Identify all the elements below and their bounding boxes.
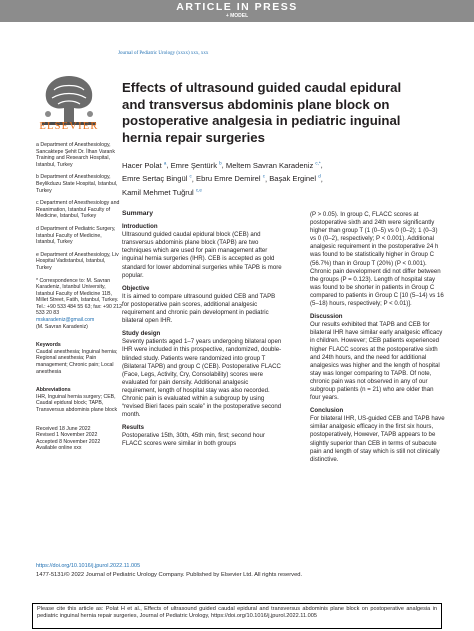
affiliation-a: a Department of Anesthesiology, Sancaktepe Şehit Dr. İlhan Varank Training and Research Hospital, Istanbul, Turkey (36, 142, 115, 168)
abbreviations-heading: Abbreviations (36, 387, 71, 394)
affiliation-d: d Department of Pediatric Surgery, Istanbul Faculty of Medicine, Istanbul, Turkey (36, 225, 116, 246)
citation-box: Please cite this article as: Polat H et al., Effects of ultrasound guided caudal epidural and transversus abdominis plane block on postoperative analgesia in pediatric inguinal hernia repair surgeries, Journal of Pediatric Urology, https://doi.org/10.1016/j.jpurol.2022.11.005 (32, 603, 442, 629)
keywords-heading: Keywords (36, 342, 61, 349)
study-design-heading: Study design (122, 330, 161, 338)
discussion-text: Our results exhibited that TAPB and CEB for bilateral IHR have similar early analgesic efficacy in children. However; CEB patients experienced higher FLACC scores at the postoperative sixth and 24th hours, and the need for additional analgesics was higher and the length of hospital stay was longer comparing to TAPB. Of note, chronic pain was not observed in any of our subgroup patients (n = 21) who are older than four years. (310, 321, 443, 402)
author[interactable]: Başak Erginel $^d$ (269, 173, 321, 184)
online-date: Available online xxx (36, 445, 82, 452)
elsevier-tree-logo (34, 70, 104, 126)
introduction-text: Ultrasound guided caudal epidural block (CEB) and transversus abdominis plane block (TAPB) are two techniques which are used for pain management after inguinal hernia surgeries (IHR). CEB is accepted as gold standard for lower abdominal surgeries while TAPB is more popular. (122, 231, 282, 279)
results-text: Postoperative 15th, 30th, 45th min, first; second hour FLACC scores were similar in both groups (122, 432, 265, 448)
summary-column-left (122, 210, 282, 449)
journal-citation-line[interactable]: Journal of Pediatric Urology (xxxx) xxx, xxx (118, 51, 209, 56)
affiliation-sidebar (36, 142, 122, 452)
affiliation-e: e Department of Anesthesiology, Liv Hospital Vadistanbul, Istanbul, Turkey (36, 251, 119, 271)
email-owner: (M. Savran Karadeniz) (36, 323, 88, 330)
keywords: Caudal anesthesia; Inguinal hernia; Regional anesthesia; Pain management; Chronic pain; Local anesthesia (36, 348, 118, 375)
results-continued: (P > 0.05). In group C, FLACC scores at postoperative sixth and 24th were significantly higher than group T (1 (0–5) vs 0 (0–2); 1 (0–3) vs 0 (0–2), respectively; P < 0.001). Additional analgesic requirement in the postoperative 24 h was found to be statistically higher in Group C (56.7%) than in Group T (20%) (P < 0.001). Chronic pain development did not differ between the groups (P = 0.123). Length of hospital stay was found to be shorter in patients in Group C compared to patients in Group C [10 (5–14) vs 16 (5–18) hours, respectively; P < 0.01)]. (310, 211, 444, 308)
article-in-press-banner (0, 0, 474, 22)
doi-link[interactable]: https://doi.org/10.1016/j.jpurol.2022.11.005 (36, 563, 141, 569)
summary-column-right (310, 211, 445, 464)
copyright-notice: 1477-5131/© 2022 Journal of Pediatric Urology Company. Published by Elsevier Ltd. All rights reserved. (36, 572, 303, 578)
author[interactable]: Kamil Mehmet Tuğrul $^{c,e}$ (122, 187, 202, 197)
affiliation-b: b Department of Anesthesiology, Beylikduzu State Hospital, Istanbul, Turkey (36, 174, 118, 194)
received-date: Received 18 June 2022 (36, 425, 91, 432)
email-link[interactable]: mskaradeniz@gmail.com (36, 317, 95, 324)
abbreviations: IHR, Inguinal hernia surgery; CEB, Caudal epidural block; TAPB, Transversus abdominis plane block (36, 393, 118, 413)
banner-title: ARTICLE IN PRESS (176, 1, 298, 13)
author[interactable]: Emre Şentürk $^b$ (170, 160, 222, 170)
objective-heading: Objective (122, 284, 150, 292)
revised-date: Revised 1 November 2022 (36, 432, 98, 439)
discussion-heading: Discussion (310, 313, 343, 321)
conclusion-text: For bilateral IHR, US-guided CEB and TAPB have similar analgesic efficacy in the first six hours, postoperatively, However, TAPB appears to be slightly superior than CEB in terms of subacute pain and length of stay which is still not clinically distinctive. (310, 415, 445, 463)
author[interactable]: Meltem Savran Karadeniz $^{c,*}$ (225, 160, 321, 170)
results-heading: Results (122, 424, 145, 432)
summary-heading: Summary (122, 210, 153, 217)
author[interactable]: Hacer Polat $^a$ (122, 160, 167, 170)
correspondence: * Correspondence to: M. Savran Karadeniz, Istanbul University, Istanbul Faculty of Medicine 11B, Millet Street, Fatih, Istanbul, Turkey. Tel.: +90 533 484 55 63; fax: +90 212 533 20 83 (36, 277, 122, 317)
affiliation-c: c Department of Anesthesiology and Reanimation, Istanbul Faculty of Medicine, Istanbul, Turkey (36, 200, 120, 220)
dates (36, 426, 122, 452)
elsevier-wordmark: ELSEVIER (39, 121, 99, 132)
study-design-text: Seventy patients aged 1–7 years undergoing bilateral open IHR were included in this prospective, randomized, double-blinded study. Patients were randomized into group T (Bilateral TAPB) and group C (CEB). Postoperative FLACC (Face, Legs, Activity, Cry, Consolability) scores were evaluated for pain density. Additional analgesic requirement, length of hospital stay was also recorded. Chronic pain is evaluated within a subgroup by using “revised Bieri faces pain scale” in the postoperative second month. (122, 338, 282, 419)
author[interactable]: Ebru Emre Demirel $^c$ (196, 173, 265, 184)
conclusion-heading: Conclusion (310, 407, 344, 415)
author[interactable]: Emre Sertaç Bingül $^c$ (122, 173, 192, 184)
banner-subtitle: + MODEL (225, 13, 249, 19)
article-title: Effects of ultrasound guided caudal epidural and transversus abdominis plane block on postoperative analgesia in pediatric inguinal hernia repair surgeries (122, 80, 402, 145)
introduction-heading: Introduction (122, 223, 158, 231)
accepted-date: Accepted 8 November 2022 (36, 438, 101, 445)
objective-text: It is aimed to compare ultrasound guided CEB and TAPB for postoperative pain scores, additional analgesic requirement and chronic pain development in pediatric bilateral open IHR. (122, 292, 276, 325)
author-list: Hacer Polat $^a$, Emre Şentürk $^b$, Meltem Savran Karadeniz $^{c,*}$, Emre Sertaç Bingül $^c$, Ebru Emre Demirel $^c$, Başak Erginel $^d$, Kamil Mehmet Tuğrul $^{c,e}$ (122, 160, 323, 197)
